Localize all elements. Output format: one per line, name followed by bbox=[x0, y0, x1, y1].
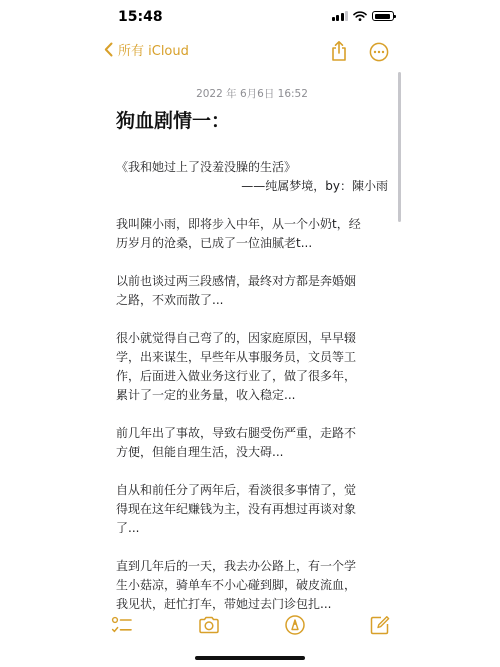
status-icons bbox=[332, 11, 395, 21]
scroll-indicator[interactable] bbox=[398, 72, 401, 222]
chevron-left-icon bbox=[104, 42, 113, 57]
book-title: 《我和她过上了没羞没臊的生活》 bbox=[116, 160, 297, 174]
text-line: 我叫陳小雨，即将步入中年，从一个小奶t，经 bbox=[116, 217, 361, 231]
status-bar bbox=[0, 0, 500, 34]
ellipsis-circle-icon[interactable] bbox=[369, 42, 389, 62]
note-title: 狗血剧情一： bbox=[116, 110, 231, 132]
text-line: 以前也谈过两三段感情，最终对方都是奔婚姻 bbox=[116, 274, 357, 288]
wifi-icon bbox=[353, 11, 367, 21]
camera-icon[interactable] bbox=[198, 614, 220, 636]
byline: ——纯属梦境，by：陳小雨 bbox=[241, 179, 388, 193]
status-time: 15:48 bbox=[118, 9, 163, 25]
bottom-toolbar bbox=[0, 610, 500, 644]
cellular-signal-icon bbox=[332, 11, 349, 21]
paragraph bbox=[116, 272, 388, 310]
text-line: 作，后面进入做业务这行业了，做了很多年， bbox=[116, 369, 357, 383]
text-line: 之路，不欢而散了... bbox=[116, 293, 224, 307]
text-line: 我见状，赶忙打车，带她过去门诊包扎... bbox=[116, 597, 332, 611]
text-line: 学，出来谋生，早些年从事服务员，文员等工 bbox=[116, 350, 357, 364]
text-line: 很小就觉得自己弯了的，因家庭原因，早早辍 bbox=[116, 331, 357, 345]
note-date: 2022 年 6月6日 16:52 bbox=[196, 88, 308, 100]
checklist-icon[interactable] bbox=[111, 614, 133, 636]
back-button[interactable] bbox=[104, 40, 189, 59]
home-indicator[interactable] bbox=[195, 656, 305, 660]
paragraph bbox=[116, 215, 388, 253]
text-line: 方便，但能自理生活，没大碍... bbox=[116, 445, 284, 459]
paragraph bbox=[116, 424, 388, 462]
compose-icon[interactable] bbox=[369, 614, 391, 636]
text-line: 了... bbox=[116, 521, 140, 535]
text-line: 前几年出了事故，导致右腿受伤严重，走路不 bbox=[116, 426, 357, 440]
nav-bar bbox=[0, 34, 500, 70]
paragraph bbox=[116, 481, 388, 538]
text-line: 直到几年后的一天，我去办公路上，有一个学 bbox=[116, 559, 357, 573]
note-content[interactable] bbox=[116, 86, 388, 633]
text-line: 生小菇凉，骑单车不小心碰到脚，破皮流血， bbox=[116, 578, 357, 592]
markup-pen-icon[interactable] bbox=[284, 614, 306, 636]
paragraph bbox=[116, 329, 388, 405]
text-line: 累计了一定的业务量，收入稳定... bbox=[116, 388, 296, 402]
text-line: 得现在这年纪赚钱为主，没有再想过再谈对象 bbox=[116, 502, 357, 516]
back-label: 所有 iCloud bbox=[118, 44, 189, 59]
battery-icon bbox=[372, 11, 394, 21]
paragraph bbox=[116, 557, 388, 614]
share-icon[interactable] bbox=[329, 40, 349, 62]
text-line: 自从和前任分了两年后，看淡很多事情了，觉 bbox=[116, 483, 357, 497]
text-line: 历岁月的沧桑，已成了一位油腻老t... bbox=[116, 236, 313, 250]
